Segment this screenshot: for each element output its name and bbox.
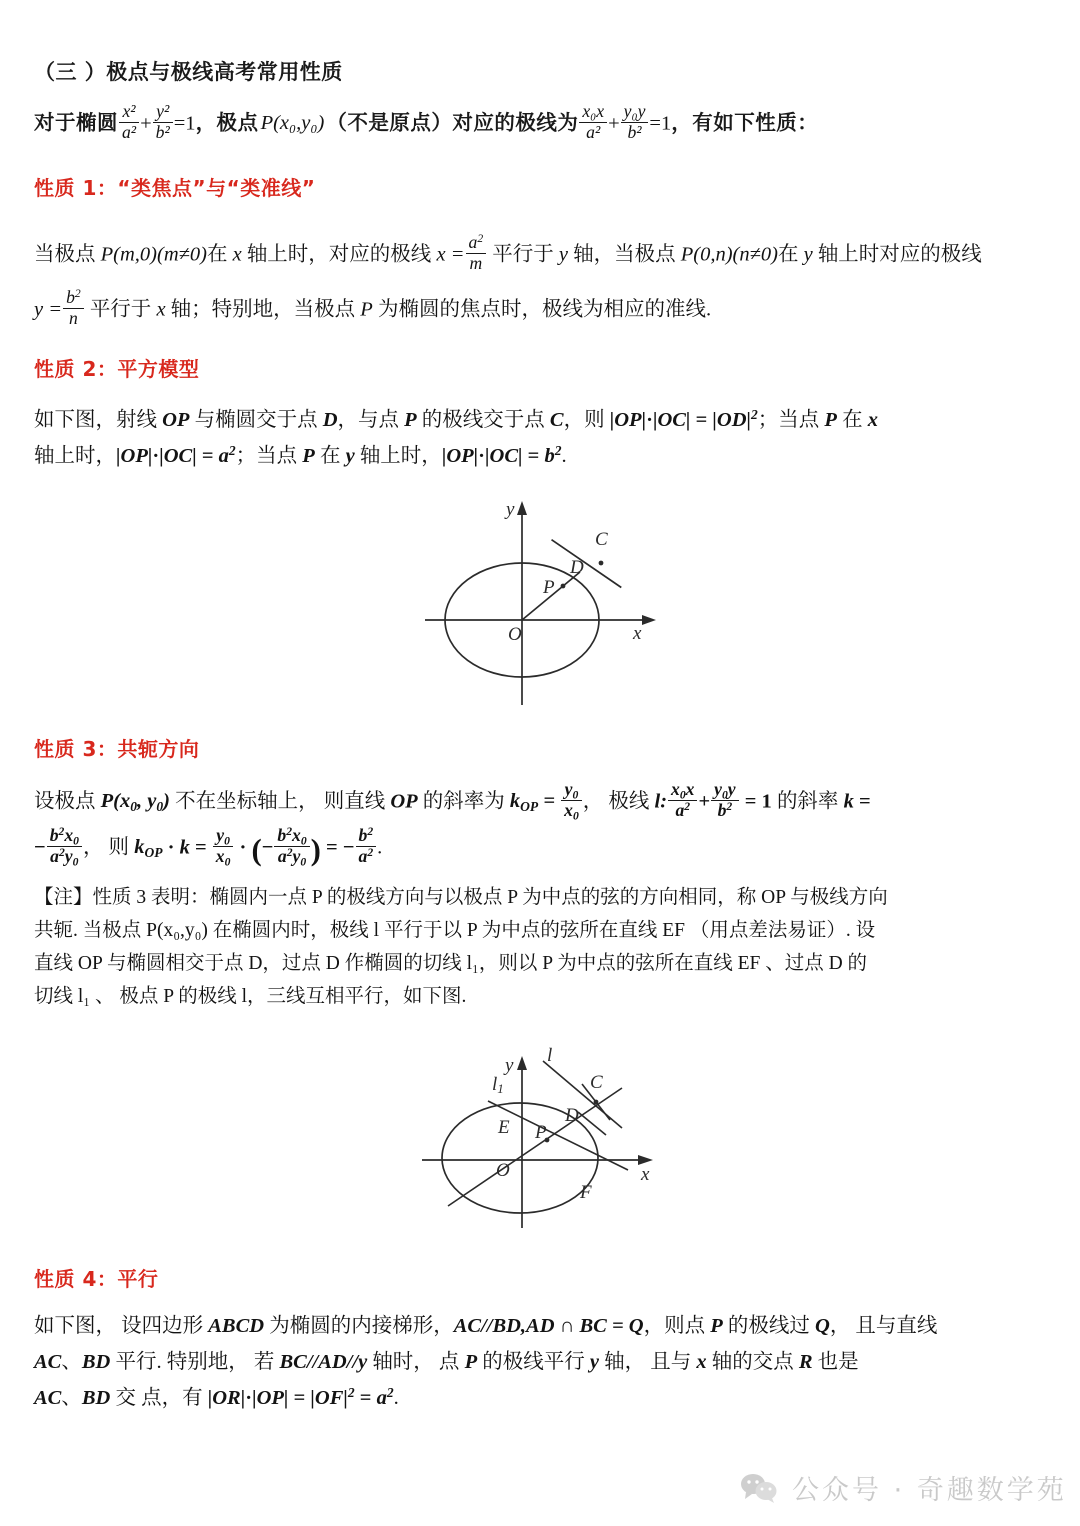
- p3l1-P: $P(x_0$, $y_0$): [100, 790, 170, 815]
- p3l2-paren-open: (: [251, 833, 262, 868]
- figure-2-label-O: O: [496, 1160, 510, 1181]
- p2l1-t1: 与椭圆交于点: [189, 409, 323, 431]
- p2l1-dot: ·: [646, 409, 653, 431]
- figure-1-y-arrow: [517, 501, 527, 515]
- p3l2-minus1: −: [34, 836, 46, 859]
- p3l1-t4: 的斜率: [771, 790, 844, 813]
- p4l3-a2: $a^2$: [376, 1384, 394, 1409]
- p4l3-period: .: [393, 1387, 399, 1409]
- p2l1-t6: 在: [836, 409, 868, 431]
- property-3-line-2: [34, 826, 1048, 866]
- p4l2-t3: 的极线平行: [477, 1351, 590, 1373]
- p4l2-t5: 轴的交点: [706, 1351, 799, 1373]
- p2l2-period: .: [561, 445, 567, 467]
- p4l3-OP: |OP|: [252, 1387, 289, 1409]
- ellipse-y2: y²: [153, 102, 173, 123]
- p3l1-kop: $k_{OP}$ =: [509, 790, 561, 815]
- figure-2-label-C: C: [590, 1072, 603, 1093]
- figure-2-label-l: l: [547, 1045, 553, 1066]
- p1l1-t5: 在: [777, 243, 804, 266]
- p4l3-BD: BD: [81, 1387, 111, 1409]
- p4l3-t1: 交 点，有: [110, 1387, 208, 1409]
- p4l3-eq2: =: [354, 1387, 377, 1409]
- figure-2-ellipse-parallel: [410, 1028, 710, 1263]
- p3l2-eq2: = −: [320, 836, 355, 859]
- figure-1-ellipse-polar: [420, 483, 700, 713]
- p3l1-frac-x0x-a2: [668, 780, 697, 820]
- p2l1-C: C: [549, 409, 564, 431]
- p4l2-BD: BD: [81, 1351, 111, 1373]
- p4l3-AC: AC: [34, 1387, 62, 1409]
- p2l2-expr2: |OC|: [159, 445, 197, 467]
- figure-1-polar-line: [545, 540, 627, 588]
- p3l2-dot: ·: [162, 836, 180, 859]
- p1l2-eq-y: y =: [34, 298, 63, 321]
- p3l2-frac-b2x0-2: [274, 826, 309, 866]
- p1l2-t3: 为椭圆的焦点时，极线为相应的准线.: [372, 298, 712, 321]
- p1l1-pole-m-args: (m,0)(m≠0): [113, 243, 207, 266]
- p2l2-expr1: |OP|: [116, 445, 153, 467]
- p2l1-t2: ，与点: [337, 409, 405, 431]
- p3l1-t2: 的斜率为: [417, 790, 510, 813]
- p1l1-pole-m: P: [100, 243, 114, 266]
- ellipse-a2: a²: [122, 121, 137, 142]
- p3l2-den-a2y0: $a^2y_0$: [50, 845, 79, 868]
- intro-text-4: ，有如下性质：: [671, 110, 819, 135]
- p3l2-num-y0: $y_0$: [213, 826, 234, 847]
- p4l2-t4: 轴， 且与: [598, 1351, 697, 1373]
- p2l1-P: P: [404, 409, 417, 431]
- wechat-icon-svg: [740, 1472, 778, 1504]
- p4l3-sep: 、: [61, 1387, 82, 1409]
- p4l2-y: y: [589, 1351, 599, 1373]
- intro-paragraph: [34, 102, 1048, 142]
- p3l1-den-b2: $b^2$: [717, 799, 733, 820]
- p3l1-t3: ， 极线: [582, 790, 655, 813]
- p3l1-num-x0x: $x_0x$: [668, 780, 697, 801]
- property-1-heading: 性质 1：“类焦点”与“类准线”: [34, 176, 316, 200]
- property-2-line-2: [34, 440, 1048, 472]
- p3l1-frac-y0y-b2: [711, 780, 738, 820]
- p3l1-eq1: = 1: [739, 790, 772, 813]
- plus-sign-1: +: [140, 112, 152, 135]
- figure-2-point-C: [594, 1100, 599, 1105]
- property-4-line-2: [34, 1346, 1050, 1378]
- p4l2-t6: 也是: [812, 1351, 859, 1373]
- p2l1-t3: 的极线交于点: [416, 409, 550, 431]
- p2l1-expr2: |OC|: [652, 409, 691, 431]
- p1l1-den-m: m: [469, 252, 483, 273]
- ellipse-x2: x²: [119, 102, 139, 123]
- p3l2-kop: $k_{OP}$: [134, 836, 163, 861]
- plus-sign-2: +: [608, 112, 620, 135]
- p1l1-axis-y2: y: [803, 243, 813, 266]
- property-3-line-1: [34, 780, 1048, 820]
- figure-1-label-x: x: [633, 623, 642, 644]
- p3l1-num-y0: $y_0$: [561, 780, 582, 801]
- watermark: [740, 1468, 1067, 1507]
- p4l1-t0: 如下图， 设四边形: [34, 1315, 209, 1337]
- p1l1-pole-n: P: [680, 243, 694, 266]
- figure-1-x-arrow: [642, 615, 656, 625]
- p4l2-P: P: [464, 1351, 478, 1373]
- figure-2-svg: [410, 1028, 710, 1263]
- p1l1-axis-x: x: [232, 243, 242, 266]
- wechat-icon: [740, 1472, 778, 1504]
- p3l2-den-a2: $a^2$: [358, 845, 374, 866]
- p4l3-dot: ·: [245, 1387, 253, 1409]
- p3l1-den-x0: $x_0$: [564, 799, 579, 822]
- ellipse-b2: b²: [155, 121, 170, 142]
- p2l2-t0: 轴上时，: [34, 445, 116, 467]
- polar-fraction-y: [621, 102, 649, 142]
- pole-point: P(x₀,y₀): [260, 112, 325, 135]
- p4l2-ACBD: AC: [34, 1351, 62, 1373]
- figure-2-label-D: D: [565, 1105, 579, 1126]
- property-2-line-1: [34, 404, 1048, 436]
- p2l2-dot2: ·: [478, 445, 486, 467]
- figure-1-label-D: D: [570, 557, 584, 578]
- polar-num-1: x₀x: [579, 102, 607, 123]
- figure-2-polar-line-l: [543, 1061, 622, 1128]
- watermark-text: 公众号 · 奇趣数学苑: [792, 1475, 1067, 1506]
- p1l1-pole-n-args: (0,n)(n≠0): [693, 243, 778, 266]
- p1l1-axis-y: y: [558, 243, 568, 266]
- p2l2-y: y: [345, 445, 355, 467]
- p4l3-OR: |OR|: [207, 1387, 246, 1409]
- p1l2-frac-b2-n: [63, 288, 84, 328]
- p2l1-expr3: $|OD|^2$: [712, 406, 758, 431]
- figure-2-label-F: F: [580, 1182, 592, 1203]
- p3l2-paren-close: ): [310, 833, 321, 868]
- p3l2-frac-y0-x0: [213, 826, 234, 866]
- property-3-heading: 性质 3：共轭方向: [34, 737, 200, 761]
- p1l1-t6: 轴上时对应的极线: [812, 243, 982, 266]
- p3l2-frac-b2-a2: [356, 826, 377, 866]
- intro-text-1: 对于椭圆: [34, 110, 118, 135]
- intro-text-2: ，极点: [195, 110, 259, 135]
- p1l1-num-a2: $a^2$: [466, 233, 487, 254]
- p2l2-t2: 在: [314, 445, 346, 467]
- p3l2-num-b2: $b^2$: [356, 826, 377, 847]
- p2l2-expr3: |OP|: [441, 445, 479, 467]
- p2l2-P: P: [302, 445, 315, 467]
- p3l2-period: .: [377, 836, 383, 859]
- p4l2-cond: BC//AD//y: [279, 1351, 368, 1373]
- p2l1-t4: ，则: [563, 409, 610, 431]
- p3l2-den2-a2y0: $a^2y_0$: [277, 845, 307, 868]
- p1l2-pole-P: P: [360, 298, 373, 321]
- p2l1-expr: |OP|: [609, 409, 647, 431]
- p2l2-eq2: =: [522, 445, 545, 467]
- p4l1-t2: ，则点: [643, 1315, 711, 1337]
- p4l1-ABCD: ABCD: [208, 1315, 265, 1337]
- polar-den-1: a²: [586, 121, 601, 142]
- p1l1-eq-x: x =: [436, 243, 465, 266]
- p2l1-t0: 如下图，射线: [34, 409, 163, 431]
- figure-1-point-C: [599, 561, 604, 566]
- p3l1-k: k: [843, 790, 854, 813]
- section-heading: （三 ）极点与极线高考常用性质: [34, 60, 343, 84]
- p2l1-OP: OP: [162, 409, 190, 431]
- property-4-heading: 性质 4：平行: [34, 1267, 159, 1291]
- intro-text-3: （不是原点）对应的极线为: [326, 110, 579, 135]
- property-1-line-2: [34, 288, 1048, 328]
- ellipse-fraction-x: [119, 102, 139, 142]
- p1l2-t1: 平行于: [84, 298, 157, 321]
- p1l2-den-n: n: [68, 307, 78, 328]
- p1l1-frac-a2-m: [466, 233, 487, 273]
- figure-2-line-D-extension: [578, 1112, 606, 1135]
- p3l1-plus: +: [698, 790, 711, 813]
- p4l2-t2: 轴时， 点: [367, 1351, 465, 1373]
- figure-2-label-l1: l1: [492, 1074, 504, 1096]
- figure-2-label-P: P: [535, 1122, 547, 1143]
- p1l1-t3: 平行于: [487, 243, 559, 266]
- p2l2-t3: 轴上时，: [354, 445, 442, 467]
- figure-1-label-P: P: [543, 577, 555, 598]
- figure-1-label-O: O: [508, 624, 522, 645]
- p2l2-expr4: |OC|: [485, 445, 523, 467]
- property-4-line-3: [34, 1382, 1050, 1414]
- p4l2-x: x: [696, 1351, 707, 1373]
- p2l1-D: D: [322, 409, 338, 431]
- p4l1-Q: Q: [815, 1315, 830, 1337]
- ellipse-fraction-y: [153, 102, 173, 142]
- figure-2-label-y: y: [505, 1055, 514, 1076]
- figure-2-y-arrow: [517, 1056, 527, 1070]
- p3l1-den-a2: $a^2$: [675, 799, 691, 820]
- property-3-note-line-1: 【注】性质 3 表明：椭圆内一点 P 的极线方向与以极点 P 为中点的弦的方向相同，称 OP 与极线方向: [34, 887, 888, 908]
- figure-2-label-x: x: [641, 1164, 650, 1185]
- figure-1-svg: [420, 483, 700, 713]
- property-1-line-1: [34, 233, 1048, 273]
- p4l2-t1: 平行. 特别地， 若: [110, 1351, 280, 1373]
- p1l1-t0: 当极点: [34, 243, 101, 266]
- p2l2-eq1: =: [196, 445, 219, 467]
- figure-2-label-E: E: [498, 1117, 510, 1138]
- p4l1-cond: AC//BD,AD ∩ BC = Q: [453, 1315, 644, 1337]
- p2l2-t1: ；当点: [235, 445, 303, 467]
- p1l1-t4: 轴，当极点: [567, 243, 681, 266]
- p3l1-t1: 不在坐标轴上， 则直线: [169, 790, 391, 813]
- p1l2-t2: 轴；特别地，当极点: [165, 298, 361, 321]
- p3l1-l: l:: [654, 790, 668, 813]
- p4l1-t1: 为椭圆的内接梯形，: [264, 1315, 454, 1337]
- p1l2-num-b2: $b^2$: [63, 288, 84, 309]
- p3l2-num2-b2x0: $b^2x_0$: [274, 826, 309, 847]
- property-2-heading: 性质 2：平方模型: [34, 357, 200, 381]
- property-3-note-line-4: 切线 l₁ 、 极点 P 的极线 l，三线互相平行，如下图.: [34, 986, 467, 1007]
- p3l1-eq2: =: [853, 790, 871, 813]
- p1l2-axis-x: x: [156, 298, 166, 321]
- p3l1-frac-y0-x0: [561, 780, 582, 820]
- p3l2-minus2: −: [261, 836, 274, 859]
- p3l2-num-b2x0: $b^2x_0$: [47, 826, 82, 847]
- p3l2-dot2: ·: [234, 836, 252, 859]
- p3l2-t0: ， 则: [82, 836, 135, 859]
- p4l1-P: P: [710, 1315, 723, 1337]
- p3l1-OP: OP: [390, 790, 418, 813]
- p4l2-sep1: 、: [61, 1351, 82, 1373]
- p2l1-eq: =: [690, 409, 713, 431]
- p2l2-a2: $a^2$: [218, 442, 236, 467]
- polar-num-2: y₀y: [621, 102, 649, 123]
- property-3-note-line-2: 共轭. 当极点 P(x₀,y₀) 在椭圆内时，极线 l 平行于以 P 为中点的弦所在直线 EF （用点差法易证）. 设: [34, 920, 876, 941]
- polar-den-2: b²: [627, 121, 642, 142]
- p2l1-x: x: [867, 409, 878, 431]
- p4l2-R: R: [798, 1351, 813, 1373]
- p4l1-t3: 的极线过: [722, 1315, 815, 1337]
- figure-1-label-C: C: [595, 529, 608, 550]
- p2l1-t5: ；当点: [757, 409, 825, 431]
- p3l2-k: k: [179, 836, 190, 859]
- p4l3-OF2: $|OF|^2$: [310, 1384, 355, 1409]
- p3l2-frac-b2x0: [47, 826, 82, 866]
- p3l2-den-x0: $x_0$: [215, 845, 231, 868]
- property-4-line-1: [34, 1310, 1050, 1342]
- p1l1-t2: 轴上时，对应的极线: [241, 243, 437, 266]
- p2l1-P2: P: [824, 409, 837, 431]
- p2l2-dot1: ·: [152, 445, 160, 467]
- p2l2-b2: $b^2$: [544, 442, 562, 467]
- polar-rhs: =1: [649, 112, 672, 135]
- ellipse-rhs: =1: [173, 112, 196, 135]
- p4l1-t4: ， 且与直线: [829, 1315, 938, 1337]
- p4l3-eq1: =: [288, 1387, 311, 1409]
- polar-fraction-x: [579, 102, 607, 142]
- p1l1-t1: 在: [206, 243, 233, 266]
- figure-1-label-y: y: [506, 499, 515, 520]
- p3l1-t0: 设极点: [34, 790, 101, 813]
- figure-1-point-P: [561, 584, 566, 589]
- property-3-note-line-3: 直线 OP 与椭圆相交于点 D，过点 D 作椭圆的切线 l₁，则以 P 为中点的弦所在直线 EF 、过点 D 的: [34, 953, 868, 974]
- p3l1-num-y0y: $y_0y$: [711, 780, 738, 801]
- p3l2-eq1: =: [189, 836, 212, 859]
